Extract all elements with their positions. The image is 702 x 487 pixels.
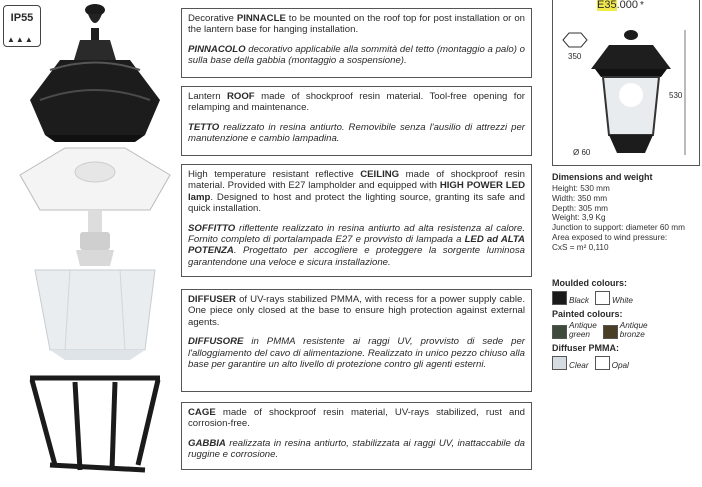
lantern-photo bbox=[591, 30, 671, 153]
swatch-clear[interactable] bbox=[552, 356, 567, 370]
dimension-line: CxS = m² 0,110 bbox=[552, 242, 609, 252]
product-image-box bbox=[552, 0, 700, 166]
moulded-swatches: Black White bbox=[552, 291, 639, 305]
product-info-column bbox=[548, 0, 702, 487]
diffuser-description: DIFFUSER of UV-rays stabilized PMMA, with recess for a power supply cable. One piece only closed at the base to ensure high protection against external agents. DIFFUSORE in PMMA resistente ai raggi UV, provvisto di sede per l'alloggiamento del cavo di alimentazione. Realizzato in unico pezzo chiuso alla base per garantire un alto livello di protezione contro gli agenti esterni. bbox=[181, 289, 532, 392]
tetto-title: TETTO bbox=[188, 121, 220, 133]
price-code: E35.000 * bbox=[597, 0, 644, 11]
dimension-line: Junction to support: diameter 60 mm bbox=[552, 223, 685, 233]
diameter-label: Ø 60 bbox=[573, 148, 591, 157]
ip-rating-text: IP55 bbox=[10, 12, 34, 24]
painted-colours-title: Painted colours: bbox=[552, 309, 623, 319]
cage-part bbox=[30, 378, 160, 470]
dimension-line: Weight: 3,9 Kg bbox=[552, 213, 606, 223]
dimension-line: Height: 530 mm bbox=[552, 184, 610, 193]
pinnacle-description: Decorative PINNACLE to be mounted on the roof top for post installation or on the lantern base for hanging installation. PINNACOLO decorativo applicabile alla sommità del tetto (montaggio a palo) o sulla base della gabbia (montaggio a sospensione). bbox=[181, 8, 532, 78]
dimension-line: Width: 350 mm bbox=[552, 193, 608, 203]
dimension-line: Area exposed to wind pressure: bbox=[552, 232, 668, 242]
diffuser-part bbox=[35, 270, 155, 360]
diffuser-swatches: Clear Opal bbox=[552, 356, 635, 370]
dimensions-list bbox=[552, 184, 685, 253]
pinnacolo-title: PINNACOLO bbox=[188, 43, 246, 55]
width-label: 350 bbox=[568, 52, 582, 61]
roof-part bbox=[30, 40, 160, 142]
diffusore-title: DIFFUSORE bbox=[188, 336, 244, 348]
lantern-dimension-drawing bbox=[553, 0, 701, 167]
height-label: 530 bbox=[669, 91, 683, 100]
diffuser-title: DIFFUSER bbox=[188, 294, 236, 305]
moulded-colours-title: Moulded colours: bbox=[552, 278, 627, 288]
pinnacle-part bbox=[85, 4, 105, 40]
roof-title: ROOF bbox=[226, 91, 255, 102]
hexagon-icon bbox=[563, 33, 587, 47]
pinnacle-title: PINNACLE bbox=[236, 13, 286, 24]
cage-title: CAGE bbox=[188, 407, 216, 418]
roof-description: Lantern ROOF made of shockproof resin material. Tool-free opening for relamping and maintenance. TETTO realizzato in resina antiurto. Removibile senza l'ausilio di attrezzi per manutenzione e cambio lampadina. bbox=[181, 86, 532, 156]
painted-swatches: Antique green Antique bronze bbox=[552, 322, 654, 339]
dimension-line: Depth: 305 mm bbox=[552, 203, 608, 213]
ceiling-title: CEILING bbox=[360, 169, 400, 180]
swatch-antique-green[interactable] bbox=[552, 325, 567, 339]
soffitto-title: SOFFITTO bbox=[188, 222, 236, 234]
ip-rating-icons: ▲▲▲ bbox=[7, 35, 34, 44]
diffuser-pmma-title: Diffuser PMMA: bbox=[552, 343, 619, 353]
led-lamp-part bbox=[76, 210, 114, 266]
swatch-opal[interactable] bbox=[595, 356, 610, 370]
ceiling-part bbox=[20, 148, 170, 210]
swatch-black[interactable] bbox=[552, 291, 567, 305]
dimensions-title: Dimensions and weight bbox=[552, 172, 653, 182]
swatch-antique-bronze[interactable] bbox=[603, 325, 618, 339]
ceiling-description: High temperature resistant reflective CEILING made of shockproof resin material. Provided with E27 lampholder and equipped with HIGH POWER LED lamp. Designed to host and protect the lighting source, granting its safe and quick installation. SOFFITTO riflettente realizzato in resina antiurto ad alta resistenza al calore. Fornito completo di portalampada E27 e provvisto di lampada a LED ad ALTA POTENZA. Progettato per accogliere e proteggere la sorgente luminosa garantendone una veloce e sicura installazione. bbox=[181, 164, 532, 277]
exploded-lantern-illustration bbox=[10, 0, 180, 487]
swatch-white[interactable] bbox=[595, 291, 610, 305]
cage-description: CAGE made of shockproof resin material, UV-rays stabilized, rust and corrosion-free. GABBIA realizzata in resina antiurto, stabilizzata ai raggi UV, inattaccabile da ruggine e corrosione. bbox=[181, 402, 532, 470]
gabbia-title: GABBIA bbox=[188, 437, 226, 449]
